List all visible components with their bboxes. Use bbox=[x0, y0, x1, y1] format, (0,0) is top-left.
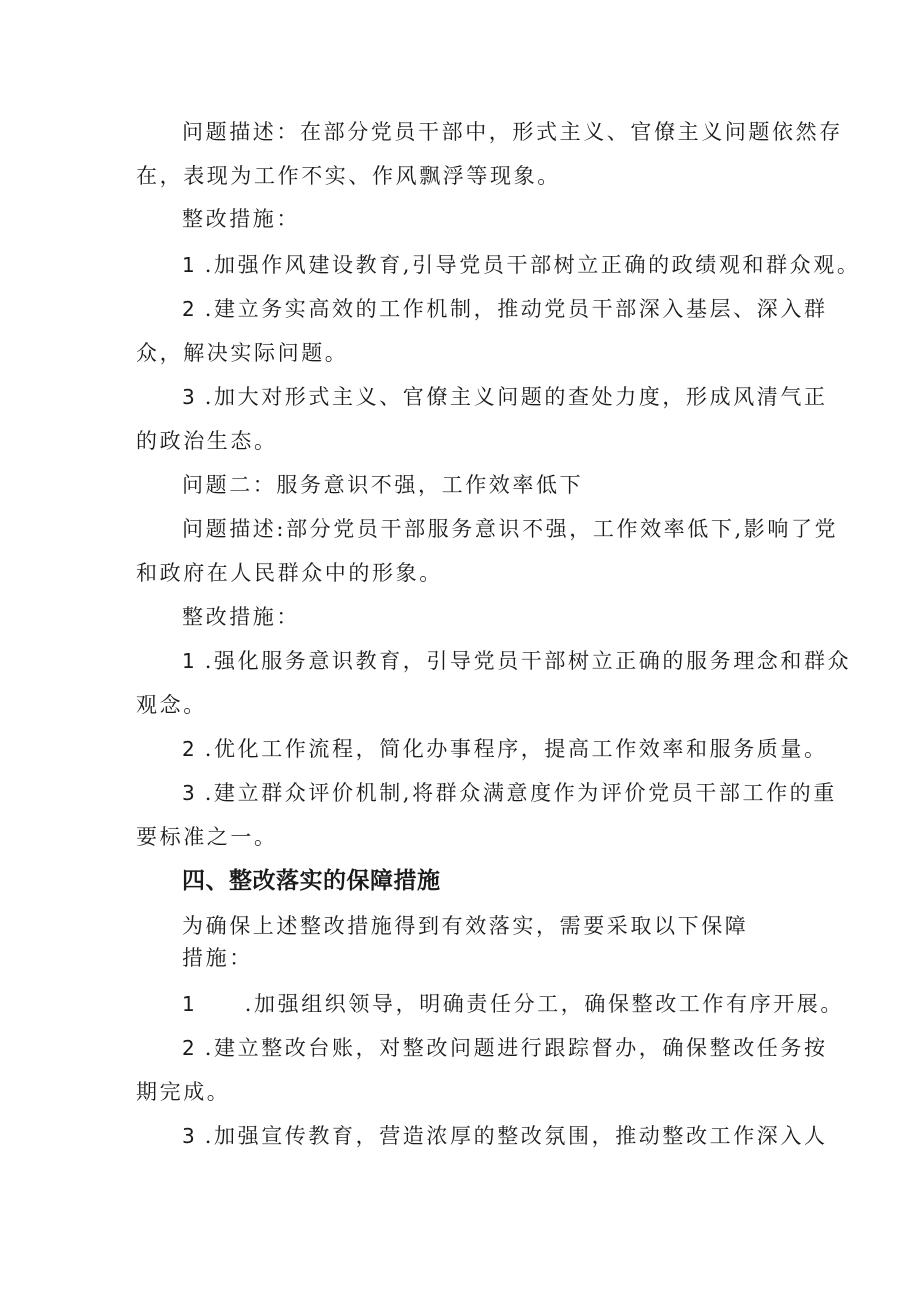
list-item bbox=[182, 990, 844, 1018]
list-item-text: .建立务实高效的工作机制，推动党员干部深入基层、深入群 bbox=[204, 297, 828, 321]
list-item-text: .优化工作流程，简化办事程序，提高工作效率和服务质量。 bbox=[204, 737, 828, 761]
measures-label: 整改措施： bbox=[182, 207, 300, 231]
problem-desc-line: 在，表现为工作不实、作风飘浮等现象。 bbox=[136, 164, 561, 188]
list-item bbox=[182, 295, 828, 323]
list-item bbox=[182, 779, 837, 807]
list-item bbox=[182, 1034, 828, 1062]
list-item-text: .加强作风建设教育,引导党员干部树立正确的政绩观和群众观。 bbox=[204, 253, 861, 277]
list-number: 3 bbox=[182, 1124, 195, 1148]
list-number: 3 bbox=[182, 781, 195, 805]
list-item bbox=[182, 735, 828, 763]
list-item bbox=[182, 251, 860, 279]
list-number: 1 bbox=[182, 253, 195, 277]
list-number: 2 bbox=[182, 737, 195, 761]
list-item-text: .强化服务意识教育，引导党员干部树立正确的服务理念和群众 bbox=[204, 649, 852, 673]
list-number: 3 bbox=[182, 385, 195, 409]
section-heading: 四、整改落实的保障措施 bbox=[182, 868, 441, 894]
section-intro-line: 为确保上述整改措施得到有效落实，需要采取以下保障 bbox=[182, 914, 749, 938]
list-item bbox=[182, 383, 828, 411]
list-number: 1 bbox=[182, 992, 195, 1016]
list-item-continuation: 众，解决实际问题。 bbox=[136, 341, 349, 365]
measures-label: 整改措施： bbox=[182, 605, 300, 629]
list-item-text: .加强宣传教育，营造浓厚的整改氛围，推动整改工作深入人 bbox=[204, 1124, 828, 1148]
list-item bbox=[182, 647, 851, 675]
list-item-continuation: 要标准之一。 bbox=[136, 825, 278, 849]
list-item-continuation: 观念。 bbox=[136, 693, 207, 717]
problem-desc-line: 问题描述:部分党员干部服务意识不强，工作效率低下,影响了党 bbox=[182, 517, 839, 541]
list-number: 1 bbox=[182, 649, 195, 673]
list-number: 2 bbox=[182, 1036, 195, 1060]
list-item-text: .建立群众评价机制,将群众满意度作为评价党员干部工作的重 bbox=[204, 781, 837, 805]
list-item-text: .建立整改台账，对整改问题进行跟踪督办，确保整改任务按 bbox=[204, 1036, 828, 1060]
list-number: 2 bbox=[182, 297, 195, 321]
problem-desc-line: 和政府在人民群众中的形象。 bbox=[136, 561, 443, 585]
list-item bbox=[182, 1122, 828, 1150]
list-item-continuation: 的政治生态。 bbox=[136, 429, 278, 453]
list-item-continuation: 期完成。 bbox=[136, 1080, 231, 1104]
problem-desc-line: 问题描述：在部分党员干部中，形式主义、官僚主义问题依然存 bbox=[182, 120, 843, 144]
list-item-text: .加强组织领导，明确责任分工，确保整改工作有序开展。 bbox=[244, 992, 845, 1016]
problem-title: 问题二：服务意识不强，工作效率低下 bbox=[182, 473, 584, 497]
section-intro-line: 措施： bbox=[182, 946, 253, 970]
list-item-text: .加大对形式主义、官僚主义问题的查处力度，形成风清气正 bbox=[204, 385, 828, 409]
